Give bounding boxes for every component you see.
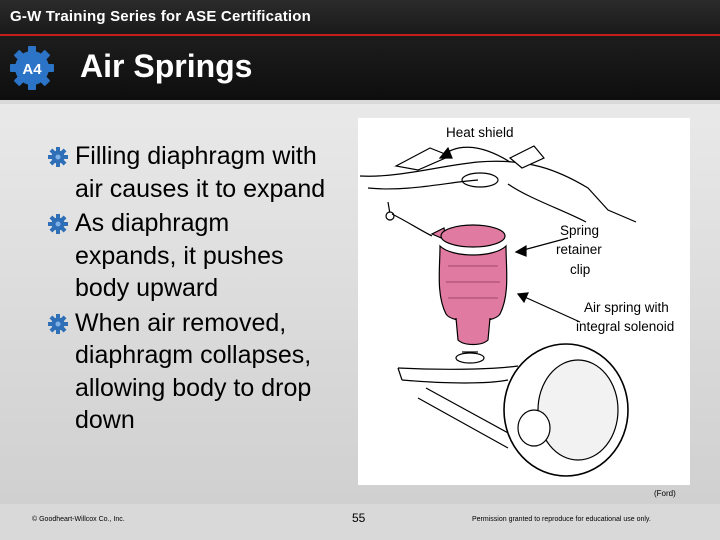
gear-bullet-icon: [48, 147, 68, 167]
air-spring-label-2: integral solenoid: [576, 319, 675, 334]
heat-shield-label: Heat shield: [446, 125, 514, 140]
bullet-item: [46, 140, 336, 205]
copyright-text: © Goodheart-Willcox Co., Inc.: [32, 516, 125, 523]
permission-text: Permission granted to reproduce for educational use only.: [472, 516, 651, 523]
spring-retainer-label-3: clip: [570, 262, 591, 277]
bullet-list: [46, 140, 336, 439]
spring-retainer-label-1: Spring: [560, 223, 600, 238]
air-spring-illustration: [358, 118, 690, 485]
wheel-hub: [538, 360, 618, 460]
top-banner: [0, 0, 720, 36]
spring-top-cap: [441, 225, 505, 247]
air-spring-label-1: Air spring with: [584, 300, 669, 315]
gear-badge-icon: [8, 44, 56, 92]
bullet-text: Filling diaphragm with air causes it to expand: [75, 142, 326, 203]
bullet-item: [46, 207, 336, 305]
bullet-text: When air removed, diaphragm collapses, allowing body to drop down: [75, 308, 312, 434]
series-title: G-W Training Series for ASE Certification: [10, 8, 312, 25]
gear-bullet-icon: [48, 314, 68, 334]
page-number: 55: [352, 511, 366, 525]
figure-credit: (Ford): [654, 489, 676, 498]
spring-bottom: [456, 318, 490, 345]
slide-title: Air Springs: [80, 48, 253, 84]
spring-body: [439, 246, 507, 322]
bullet-item: [46, 307, 336, 437]
spring-retainer-label-2: retainer: [556, 242, 602, 257]
badge-label: A4: [22, 61, 42, 78]
gear-bullet-icon: [48, 214, 68, 234]
bullet-text: As diaphragm expands, it pushes body upward: [75, 209, 284, 302]
